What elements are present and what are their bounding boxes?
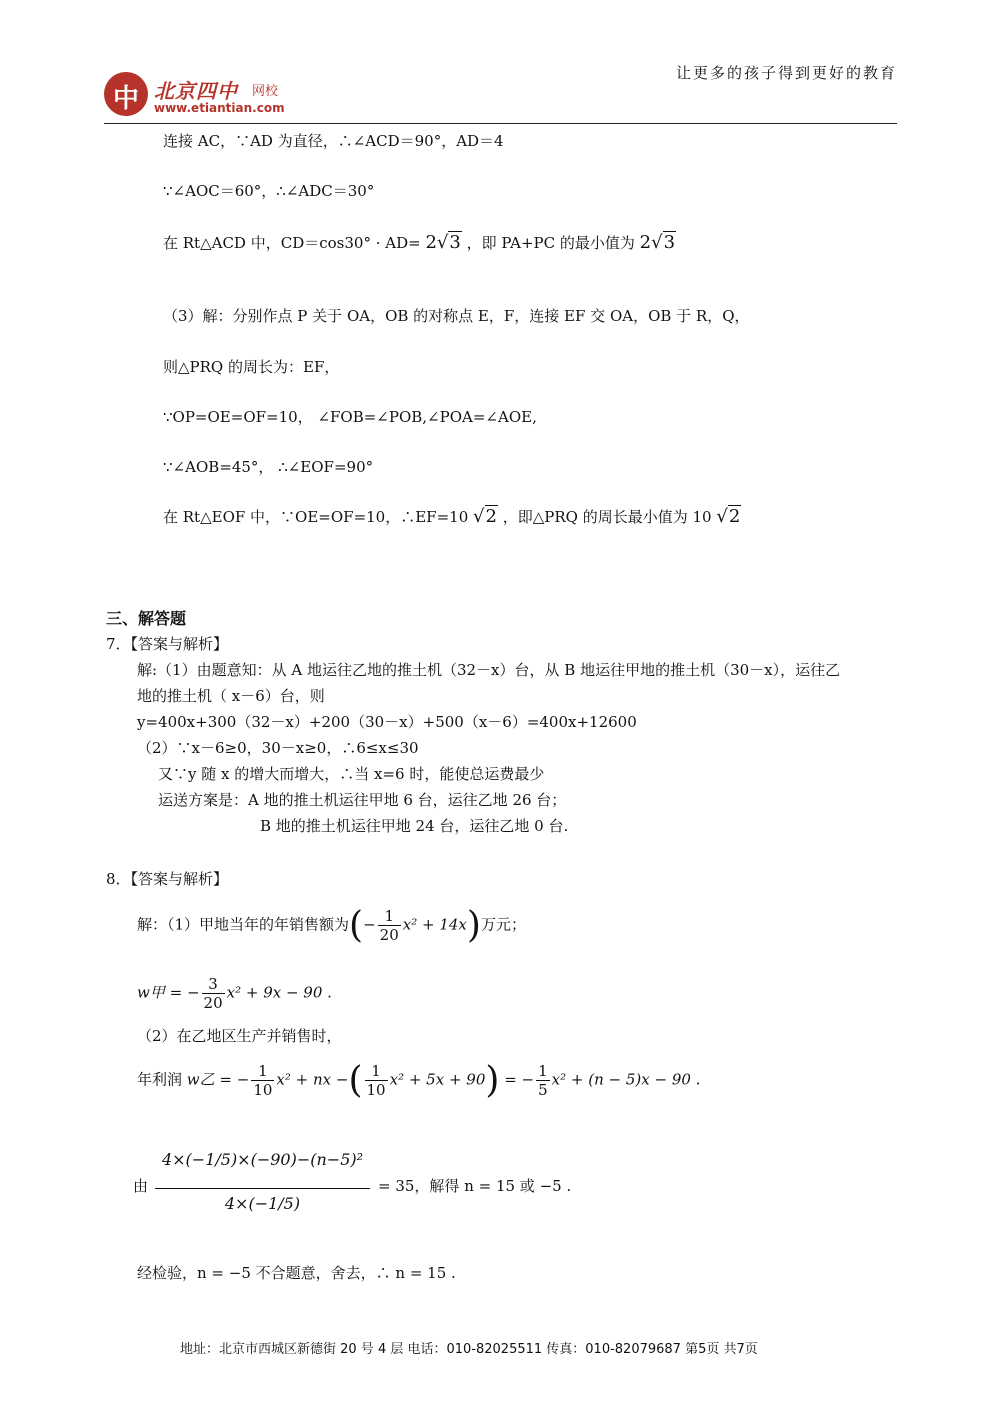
q8-w-jia: w甲 = − $\frac{3}{20}$ x² + 9x − 90 . bbox=[137, 975, 332, 1012]
sqrt-value-1: 2√3 bbox=[425, 232, 461, 253]
sqrt-value-3: √2 bbox=[473, 506, 497, 527]
solution-line-5: 则△PRQ 的周长为：EF， bbox=[163, 358, 340, 376]
q7-line-2: 地的推土机（ x－6）台，则 bbox=[137, 687, 325, 705]
fraction: $\frac{3}{20}$ bbox=[203, 975, 223, 1012]
solution-line-1: 连接 AC，∵AD 为直径，∴∠ACD＝90°，AD＝4 bbox=[163, 132, 504, 150]
q8-result: = 35，解得 n = 15 或 −5 . bbox=[378, 1177, 572, 1195]
solution-line-6: ∵OP=OE=OF=10， ∠FOB=∠POB,∠POA=∠AOE, bbox=[163, 408, 537, 426]
brand-sub: 网校 bbox=[252, 84, 279, 99]
q8-label: 8．【答案与解析】 bbox=[106, 870, 229, 888]
q7-label: 7．【答案与解析】 bbox=[106, 635, 229, 653]
solution-line-4: （3）解：分别作点 P 关于 OA，OB 的对称点 E，F，连接 EF 交 OA，OB 于 R，Q， bbox=[163, 307, 750, 325]
solution-line-8: 在 Rt△EOF 中，∵OE=OF=10，∴EF=10 √2 ，即△PRQ 的周长最小值为 10 √2 bbox=[163, 506, 741, 527]
page-footer: 地址：北京市西城区新德街 20 号 4 层 电话：010-82025511 传真：010-82079687 第5页 共7页 bbox=[180, 1342, 758, 1357]
q8-line-1: 解：（1）甲地当年的年销售额为(− $\frac{1}{20}$ x² + 14x)万元； bbox=[137, 905, 526, 946]
q7-line-7: B 地的推土机运往甲地 24 台，运往乙地 0 台. bbox=[260, 817, 569, 835]
school-logo bbox=[104, 72, 524, 122]
brand-name: 北京四中 bbox=[154, 79, 238, 103]
header-divider bbox=[104, 123, 897, 124]
logo-seal-icon: 中 bbox=[104, 72, 148, 116]
sqrt-value-2: 2√3 bbox=[639, 232, 676, 253]
sqrt-value-4: √2 bbox=[716, 506, 741, 527]
brand-url: www.etiantian.com bbox=[154, 101, 285, 115]
solution-line-2: ∵∠AOC＝60°，∴∠ADC＝30° bbox=[163, 182, 375, 200]
q8-w-yi: 年利润 w乙 = − $\frac{1}{10}$ x² + nx −( $\frac{1}{10}$ x² + 5x + 90) = − $\frac{1}{5}$ x² + (n − 5)x − 90 . bbox=[137, 1060, 701, 1101]
q7-line-5: 又∵y 随 x 的增大而增大，∴当 x=6 时，能使总运费最少 bbox=[158, 765, 545, 783]
q7-line-1: 解:（1）由题意知：从 A 地运往乙地的推土机（32－x）台，从 B 地运往甲地的推土机（30－x），运往乙 bbox=[137, 661, 841, 679]
section-title: 三、解答题 bbox=[106, 609, 187, 628]
solution-line-7: ∵∠AOB=45°， ∴∠EOF=90° bbox=[163, 458, 374, 476]
solution-line-3: 在 Rt△ACD 中，CD＝cos30° · AD= 2√3 ，即 PA+PC 的最小值为 2√3 bbox=[163, 232, 676, 253]
q8-you: 由 bbox=[133, 1177, 149, 1195]
fraction: $\frac{1}{20}$ bbox=[379, 907, 399, 944]
q8-conclusion: 经检验，n = −5 不合题意，舍去，∴ n = 15 . bbox=[137, 1264, 456, 1282]
q7-line-6: 运送方案是：A 地的推土机运往甲地 6 台，运往乙地 26 台； bbox=[158, 791, 567, 809]
header-slogan: 让更多的孩子得到更好的教育 bbox=[675, 64, 897, 82]
q7-line-4: （2）∵x－6≥0，30－x≥0，∴6≤x≤30 bbox=[137, 739, 419, 757]
q8-line-3: （2）在乙地区生产并销售时， bbox=[137, 1027, 342, 1045]
q7-line-3: y=400x+300（32－x）+200（30－x）+500（x－6）=400x+12600 bbox=[137, 713, 637, 731]
